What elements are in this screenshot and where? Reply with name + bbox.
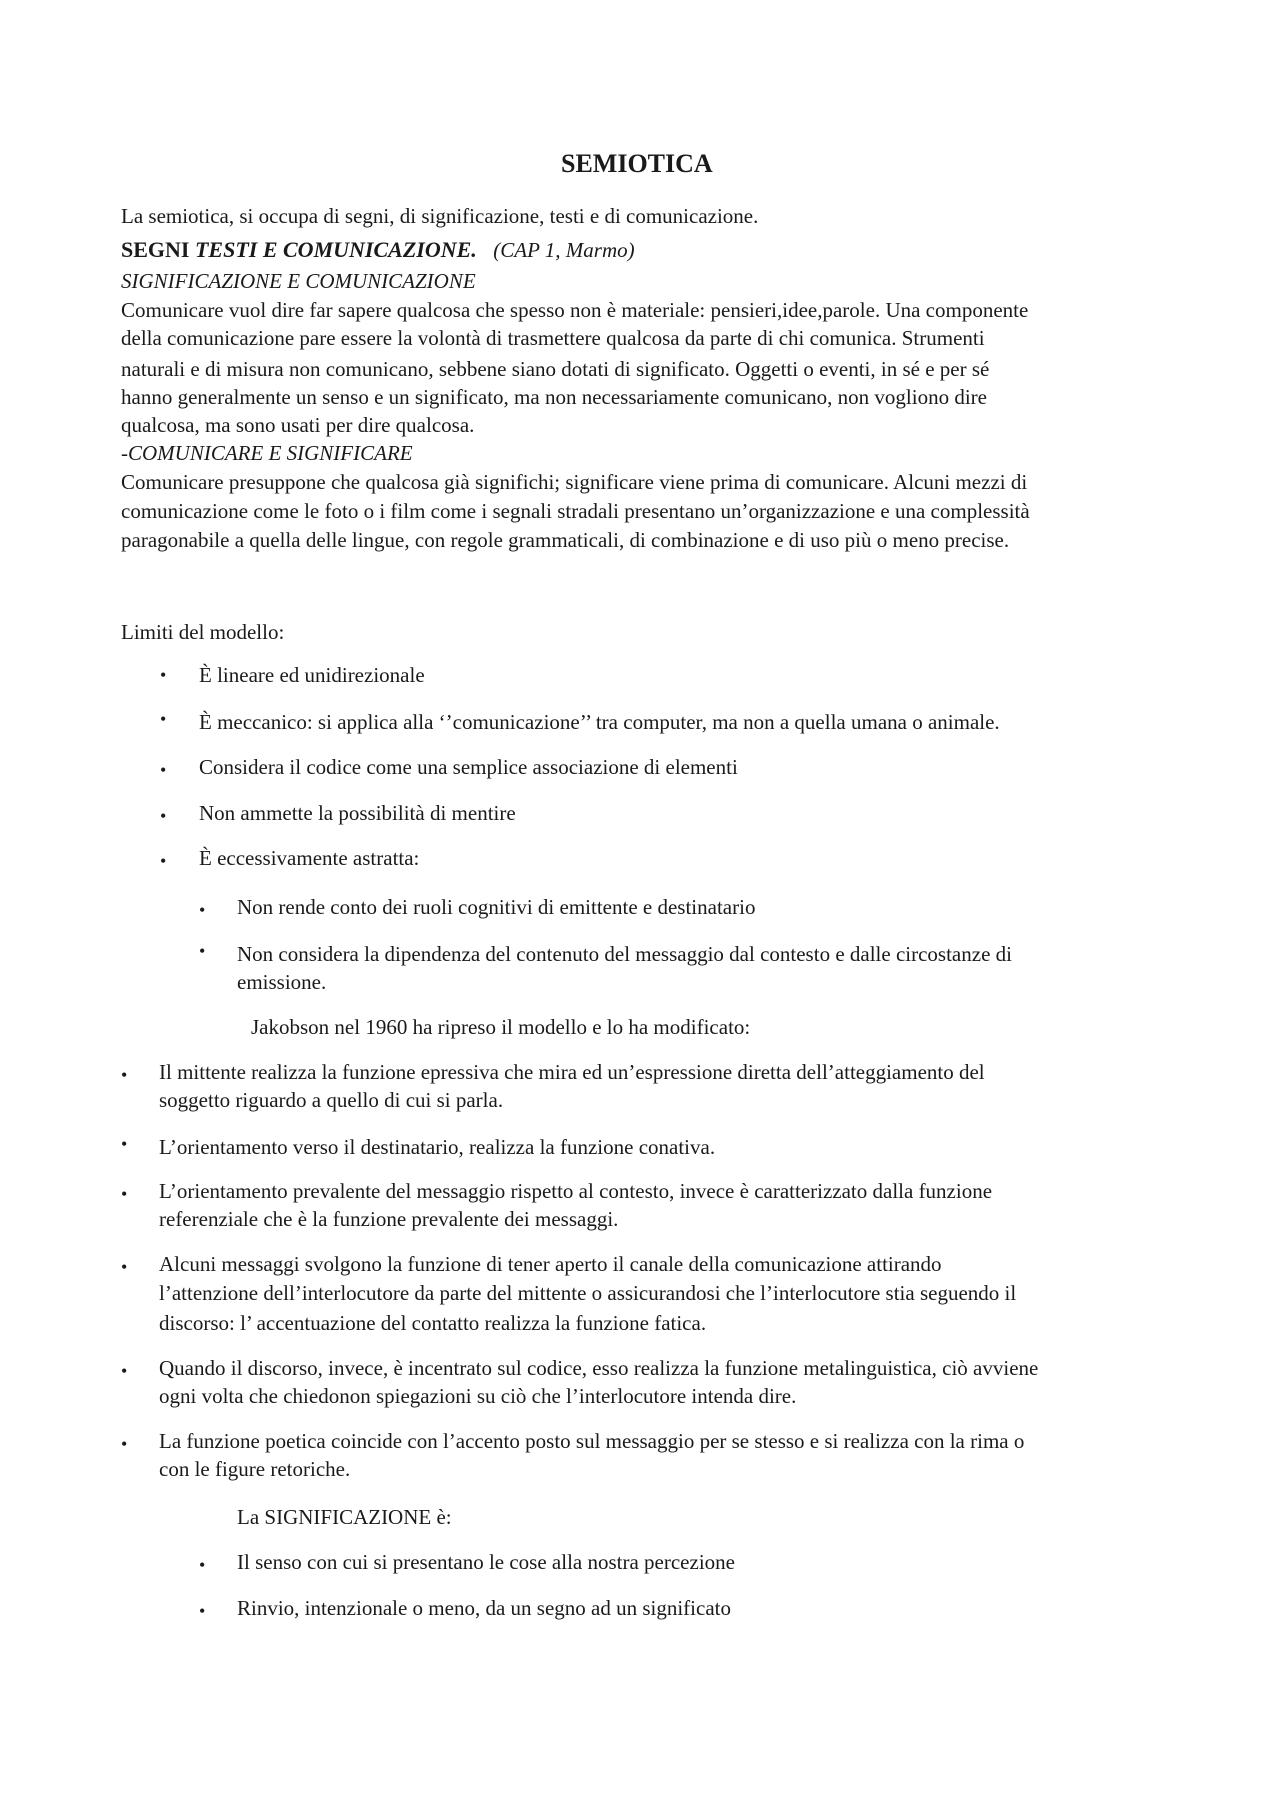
section-reference: (CAP 1, Marmo) [493, 238, 635, 262]
limits-heading: Limiti del modello: [121, 620, 285, 644]
paragraph-line: qualcosa, ma sono usati per dire qualcosa. [121, 413, 475, 437]
list-item: L’orientamento prevalente del messaggio rispetto al contesto, invece è caratterizzato dalla funzione [159, 1179, 993, 1203]
list-item: Il mittente realizza la funzione epressiva che mira ed un’espressione diretta dell’atteggiamento del [159, 1060, 985, 1084]
bullet-icon: • [160, 709, 167, 729]
list-subitem: Non rende conto dei ruoli cognitivi di emittente e destinatario [237, 895, 756, 919]
list-item: È lineare ed unidirezionale [199, 663, 425, 687]
bullet-icon: • [160, 665, 167, 685]
jakobson-intro: Jakobson nel 1960 ha ripreso il modello e lo ha modificato: [251, 1015, 751, 1039]
bullet-icon: • [199, 900, 206, 920]
bullet-icon: • [121, 1434, 128, 1454]
list-item: Quando il discorso, invece, è incentrato sul codice, esso realizza la funzione metalinguistica, ciò avviene [159, 1356, 1039, 1380]
bullet-icon: • [160, 806, 167, 826]
list-item: referenziale che è la funzione prevalente dei messaggi. [159, 1207, 619, 1231]
bullet-icon: • [160, 851, 167, 871]
significazione-intro: La SIGNIFICAZIONE è: [237, 1505, 452, 1529]
bullet-icon: • [199, 1601, 206, 1621]
list-item: soggetto riguardo a quello di cui si parla. [159, 1088, 504, 1112]
list-item: con le figure retoriche. [159, 1457, 351, 1481]
list-item: ogni volta che chiedonon spiegazioni su ciò che l’interlocutore intenda dire. [159, 1384, 797, 1408]
paragraph-line: Comunicare presuppone che qualcosa già significhi; significare viene prima di comunicare. Alcuni mezzi di [121, 470, 1028, 494]
list-subitem: Non considera la dipendenza del contenuto del messaggio dal contesto e dalle circostanze di [237, 942, 1012, 966]
list-subitem: emissione. [237, 970, 327, 994]
bullet-icon: • [121, 1257, 128, 1277]
list-item: discorso: l’ accentuazione del contatto realizza la funzione fatica. [159, 1311, 707, 1335]
list-item: Non ammette la possibilità di mentire [199, 801, 516, 825]
document-title: SEMIOTICA [561, 149, 713, 178]
paragraph-line: Comunicare vuol dire far sapere qualcosa che spesso non è materiale: pensieri,idee,parole. Una componente [121, 298, 1029, 322]
section-heading [121, 236, 635, 264]
bullet-icon: • [121, 1184, 128, 1204]
section-heading-bold: SEGNI [121, 237, 195, 262]
list-item: l’attenzione dell’interlocutore da parte del mittente o assicurandosi che l’interlocutore stia seguendo il [159, 1281, 1017, 1305]
list-item: Alcuni messaggi svolgono la funzione di tener aperto il canale della comunicazione attirando [159, 1252, 942, 1276]
bullet-icon: • [199, 1555, 206, 1575]
list-item: È meccanico: si applica alla ‘’comunicazione’’ tra computer, ma non a quella umana o animale. [199, 710, 1000, 734]
section-heading-bold-italic: TESTI E COMUNICAZIONE. [194, 237, 477, 262]
intro-paragraph: La semiotica, si occupa di segni, di significazione, testi e di comunicazione. [121, 204, 759, 228]
bullet-icon: • [121, 1134, 128, 1154]
list-item: È eccessivamente astratta: [199, 846, 420, 870]
subheading-comunicare: -COMUNICARE E SIGNIFICARE [121, 441, 413, 465]
paragraph-line: comunicazione come le foto o i film come i segnali stradali presentano un’organizzazione e una complessità [121, 499, 1030, 523]
list-item: L’orientamento verso il destinatario, realizza la funzione conativa. [159, 1135, 716, 1159]
list-item: Considera il codice come una semplice associazione di elementi [199, 755, 738, 779]
paragraph-line: paragonabile a quella delle lingue, con regole grammaticali, di combinazione e di uso più o meno precise. [121, 528, 1010, 552]
paragraph-line: hanno generalmente un senso e un significato, ma non necessariamente comunicano, non vogliono dire [121, 385, 987, 409]
bullet-icon: • [160, 760, 167, 780]
bullet-icon: • [199, 941, 206, 961]
list-item: La funzione poetica coincide con l’accento posto sul messaggio per se stesso e si realizza con la rima o [159, 1429, 1025, 1453]
bullet-icon: • [121, 1065, 128, 1085]
paragraph-line: della comunicazione pare essere la volontà di trasmettere qualcosa da parte di chi comunica. Strumenti [121, 326, 985, 350]
paragraph-line: naturali e di misura non comunicano, sebbene siano dotati di significato. Oggetti o eventi, in sé e per sé [121, 357, 990, 381]
list-item: Rinvio, intenzionale o meno, da un segno ad un significato [237, 1596, 731, 1620]
subheading-significazione: SIGNIFICAZIONE E COMUNICAZIONE [121, 269, 476, 293]
bullet-icon: • [121, 1361, 128, 1381]
list-item: Il senso con cui si presentano le cose alla nostra percezione [237, 1550, 735, 1574]
